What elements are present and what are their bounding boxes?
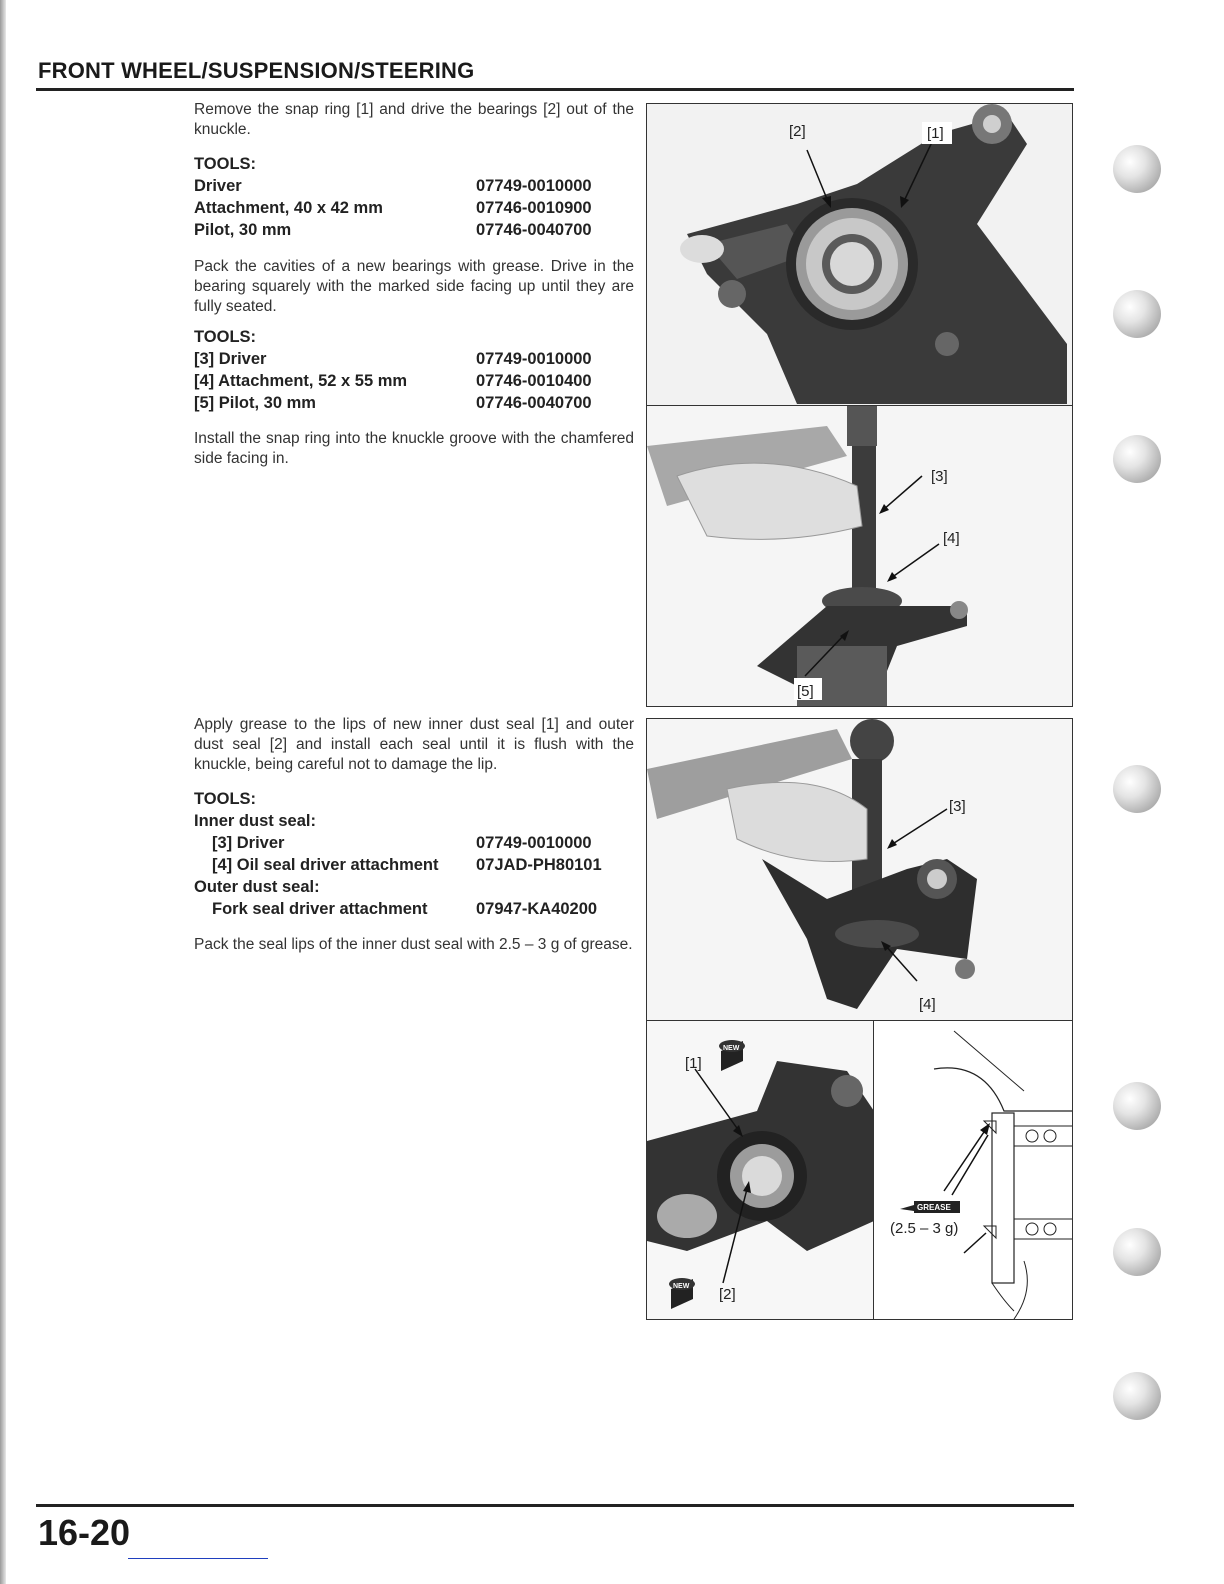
tool-number: 07746-0040700 <box>476 221 592 239</box>
binder-hole <box>1113 765 1161 813</box>
tool-row <box>194 900 614 922</box>
seal-cross-section-diagram <box>873 1020 1073 1320</box>
callout-label: [1] <box>685 1055 702 1072</box>
tool-number: 07746-0010400 <box>476 372 592 390</box>
tool-number: 07746-0010900 <box>476 199 592 217</box>
tools-heading: TOOLS: <box>194 155 257 173</box>
binder-hole <box>1113 1228 1161 1276</box>
footer-rule <box>36 1504 1074 1507</box>
tool-name: [4] Oil seal driver attachment <box>212 856 439 874</box>
tool-name: [3] Driver <box>194 350 267 368</box>
tool-name: Pilot, 30 mm <box>194 221 292 239</box>
section-title: FRONT WHEEL/SUSPENSION/STEERING <box>38 58 475 83</box>
header-rule <box>36 88 1074 91</box>
seal-grease-paragraph: Pack the seal lips of the inner dust seal with 2.5 – 3 g of grease. <box>194 936 633 953</box>
callout-label: [1] <box>927 125 944 142</box>
apply-grease-paragraph: Apply grease to the lips of new inner dust seal [1] and outer dust seal [2] and install each seal until it is flush with the knuckle, being careful not to damage the lip. <box>194 716 634 773</box>
callout-label: [4] <box>943 530 960 547</box>
pack-bearings-paragraph: Pack the cavities of a new bearings with grease. Drive in the bearing squarely with the marked side facing up until they are fully seated. <box>194 258 634 315</box>
tool-name: Fork seal driver attachment <box>212 900 428 918</box>
binder-edge <box>0 0 6 1584</box>
callout-label: [4] <box>919 996 936 1013</box>
tool-number: 07749-0010000 <box>476 834 592 852</box>
tool-name: [3] Driver <box>212 834 285 852</box>
callout-label: [3] <box>949 798 966 815</box>
grease-amount: (2.5 – 3 g) <box>890 1220 959 1237</box>
tool-row <box>194 199 614 221</box>
tool-number: 07947-KA40200 <box>476 900 598 918</box>
tool-row <box>194 372 614 394</box>
binder-hole <box>1113 435 1161 483</box>
tool-row <box>194 221 614 243</box>
binder-hole <box>1113 145 1161 193</box>
svg-text:GREASE: GREASE <box>917 1203 951 1212</box>
intro-paragraph: Remove the snap ring [1] and drive the bearings [2] out of the knuckle. <box>194 101 634 138</box>
tool-row <box>194 350 614 372</box>
svg-text:NEW: NEW <box>723 1045 740 1052</box>
inner-dust-seal-heading: Inner dust seal: <box>194 812 316 830</box>
tool-name: [4] Attachment, 52 x 55 mm <box>194 372 408 390</box>
knuckle-bearing-photo <box>646 103 1073 407</box>
callout-label: [2] <box>789 123 806 140</box>
tool-row <box>194 856 614 878</box>
binder-hole <box>1113 1372 1161 1420</box>
tool-name: [5] Pilot, 30 mm <box>194 394 316 412</box>
tool-row <box>194 834 614 856</box>
snap-ring-paragraph: Install the snap ring into the knuckle groove with the chamfered side facing in. <box>194 430 634 467</box>
knuckle-seal-photo <box>646 1020 875 1320</box>
callout-label: [3] <box>931 468 948 485</box>
binder-hole <box>1113 290 1161 338</box>
footer-link-underline <box>128 1558 268 1559</box>
tool-name: Attachment, 40 x 42 mm <box>194 199 383 217</box>
tools-heading: TOOLS: <box>194 790 257 808</box>
callout-label: [2] <box>719 1286 736 1303</box>
tool-number: 07749-0010000 <box>476 350 592 368</box>
tool-number: 07749-0010000 <box>476 177 592 195</box>
inner-seal-driver-photo <box>646 718 1073 1022</box>
page-number: 16-20 <box>38 1512 131 1553</box>
bearing-driver-photo <box>646 405 1073 707</box>
tool-number: 07746-0040700 <box>476 394 592 412</box>
callout-label: [5] <box>797 683 814 700</box>
tool-row <box>194 394 614 416</box>
tools-heading: TOOLS: <box>194 328 257 346</box>
tool-name: Driver <box>194 177 242 195</box>
tool-number: 07JAD-PH80101 <box>476 856 602 874</box>
outer-dust-seal-heading: Outer dust seal: <box>194 878 320 896</box>
tool-row <box>194 177 614 199</box>
binder-hole <box>1113 1082 1161 1130</box>
svg-text:NEW: NEW <box>673 1283 690 1290</box>
